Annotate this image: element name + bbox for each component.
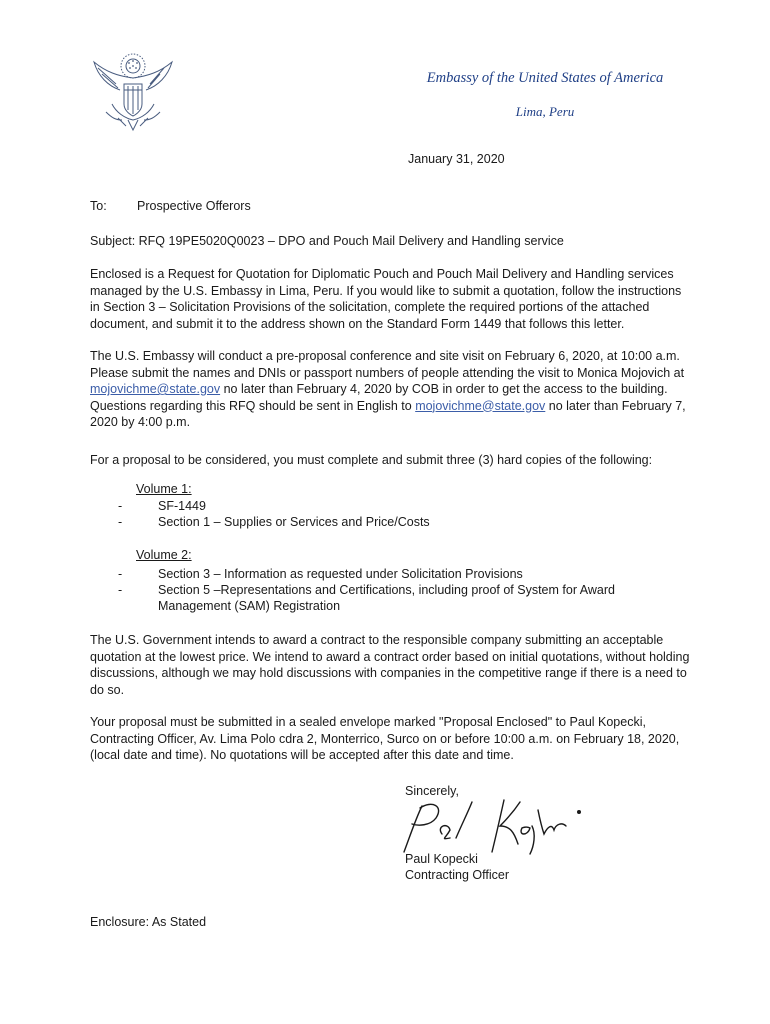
- volume-1-list: [118, 498, 688, 530]
- list-item: [118, 498, 688, 514]
- list-dash: -: [118, 567, 123, 581]
- list-dash: -: [118, 515, 123, 529]
- list-item-text: Section 5 –Representations and Certifications, including proof of System for Award Management (SAM) Registration: [158, 583, 615, 613]
- list-item: [118, 514, 688, 530]
- list-item: [118, 582, 688, 614]
- embassy-city: Lima, Peru: [515, 104, 575, 119]
- embassy-name: Embassy of the United States of America: [426, 70, 664, 86]
- closing-salutation: Sincerely,: [405, 784, 459, 798]
- award-paragraph: The U.S. Government intends to award a contract to the responsible company submitting an acceptable quotation at the lowest price. We intend to award a contract order based on initial quotations, without holding discussions, although we may hold discussions with companies in the competitive range if there is a need to do so.: [90, 633, 690, 697]
- subject-line: Subject: RFQ 19PE5020Q0023 – DPO and Pouch Mail Delivery and Handling service: [90, 234, 564, 248]
- proposal-paragraph: For a proposal to be considered, you must complete and submit three (3) hard copies of the following:: [90, 453, 653, 467]
- submission-paragraph: Your proposal must be submitted in a sealed envelope marked "Proposal Enclosed" to Paul Kopecki, Contracting Officer, Av. Lima Polo cdra 2, Monterrico, Surco on or before 10:00 a.m. on February 18, 2020, (local date and time). No quotations will be accepted after this date and time.: [90, 715, 680, 762]
- to-recipient: Prospective Offerors: [137, 199, 251, 213]
- list-dash: -: [118, 499, 123, 513]
- enclosure-note: Enclosure: As Stated: [90, 915, 207, 929]
- email-link-2[interactable]: mojovichme@state.gov: [415, 398, 546, 413]
- list-item-text: Section 1 – Supplies or Services and Price/Costs: [158, 515, 430, 529]
- intro-paragraph: Enclosed is a Request for Quotation for Diplomatic Pouch and Pouch Mail Delivery and Handling services managed by the U.S. Embassy in Lima, Peru. If you would like to submit a quotation, follow the instructions in Section 3 – Solicitation Provisions of the solicitation, complete the required portions of the attached document, and submit it to the address shown on the Standard Form 1449 that follows this letter.: [90, 267, 682, 331]
- list-item: [118, 566, 688, 582]
- volume-2-title: Volume 2:: [136, 548, 192, 562]
- signatory-name: Paul Kopecki: [405, 852, 478, 866]
- list-item-text: SF-1449: [158, 499, 206, 513]
- great-seal-icon: [88, 46, 178, 134]
- list-item-text: Section 3 – Information as requested under Solicitation Provisions: [158, 567, 523, 581]
- list-dash: -: [118, 583, 123, 597]
- volume-2-list: [118, 566, 688, 614]
- conference-text-1: The U.S. Embassy will conduct a pre-proposal conference and site visit on February 6, 2020, at 10:00 a.m. Please submit the names and DNIs or passport numbers of people attending the visit to Monica Mojovich at: [90, 349, 685, 380]
- email-link-1[interactable]: mojovichme@state.gov: [90, 382, 221, 396]
- letter-date: January 31, 2020: [408, 152, 505, 166]
- to-label: To:: [90, 199, 107, 213]
- signature-icon: [396, 796, 596, 858]
- conference-paragraph: [90, 348, 690, 431]
- conference-text-3: no later than February 7, 2020 by 4:00 p.m.: [90, 398, 686, 429]
- conference-text-2: no later than February 4, 2020 by COB in order to get the access to the building. Questions regarding this RFQ should be sent in English to: [90, 382, 668, 413]
- volume-1-title: Volume 1:: [136, 482, 192, 496]
- signatory-title: Contracting Officer: [405, 868, 509, 882]
